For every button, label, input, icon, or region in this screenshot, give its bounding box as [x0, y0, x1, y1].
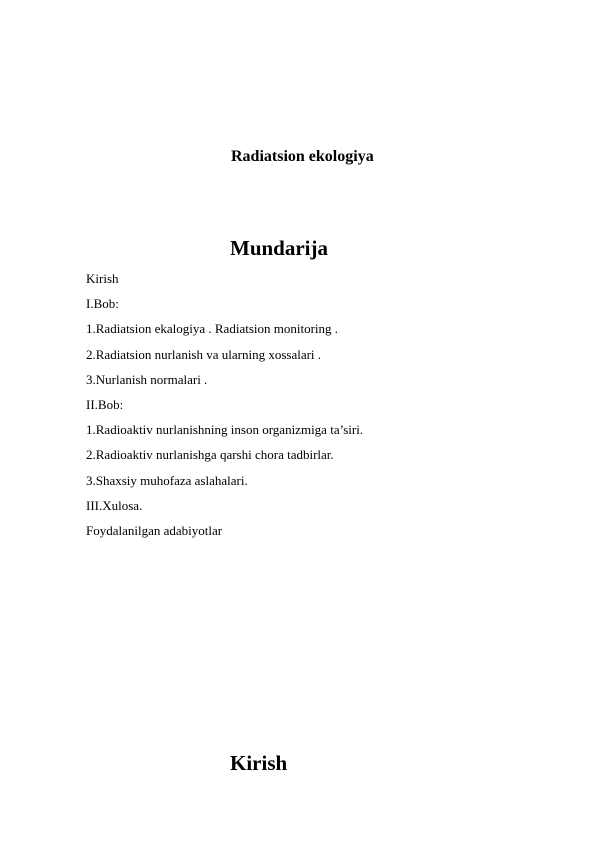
toc-item-1-2: 2.Radiatsion nurlanish va ularning xossalari . — [86, 346, 322, 362]
toc-item-chapter-3: III.Xulosa. — [86, 497, 143, 513]
toc-item-chapter-1: I.Bob: — [86, 296, 119, 312]
toc-item-2-1: 1.Radioaktiv nurlanishning inson organizmiga ta’siri. — [86, 422, 364, 438]
section-heading-kirish: Kirish — [230, 751, 288, 775]
toc-item-chapter-2: II.Bob: — [86, 396, 124, 412]
table-of-contents — [86, 270, 363, 547]
toc-item-references: Foydalanilgan adabiyotlar — [86, 522, 223, 538]
toc-item-1-3: 3.Nurlanish normalari . — [86, 371, 208, 387]
toc-item-1-1: 1.Radiatsion ekalogiya . Radiatsion monitoring . — [86, 321, 339, 337]
toc-item-2-2: 2.Radioaktiv nurlanishga qarshi chora tadbirlar. — [86, 447, 334, 463]
toc-heading: Mundarija — [230, 236, 329, 260]
page-title: Radiatsion ekologiya — [231, 148, 374, 165]
toc-item-kirish: Kirish — [86, 271, 119, 286]
toc-item-2-3: 3.Shaxsiy muhofaza aslahalari. — [86, 472, 248, 488]
